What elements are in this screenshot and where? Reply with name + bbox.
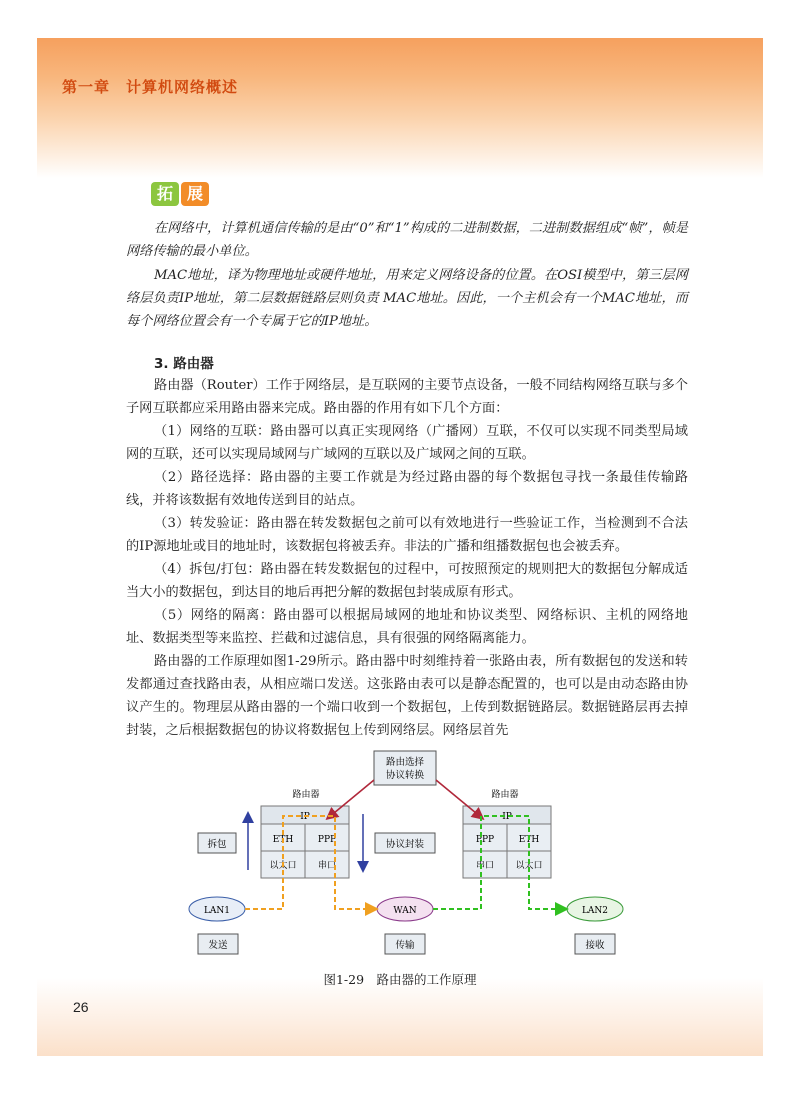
- extension-paragraph: MAC地址，译为物理地址或硬件地址，用来定义网络设备的位置。在OSI模型中，第三层网络层负责IP地址，第二层数据链路层则负责 MAC地址。因此，一个主机会有一个MAC地址，而每个网络位置会有一个专属于它的IP地址。: [126, 268, 688, 329]
- ip-label: IP: [502, 812, 512, 822]
- serial-port-label: 串口: [317, 861, 337, 871]
- body-paragraph: （1）网络的互联：路由器可以真正实现网络（广播网）互联，不仅可以实现不同类型局域网的互联，还可以实现局域网与广域网的互联以及广域网之间的互联。: [126, 424, 688, 462]
- section-heading: 3. 路由器: [154, 356, 214, 372]
- body-paragraph: （2）路径选择：路由器的主要工作就是为经过路由器的每个数据包寻找一条最佳传输路线，并将该数据有效地传送到目的站点。: [126, 470, 688, 508]
- ethernet-port-label: 以太口: [269, 861, 297, 871]
- extension-badge: [151, 182, 209, 206]
- router-right-label: 路由器: [491, 790, 519, 800]
- body-paragraph: 路由器的工作原理如图1-29所示。路由器中时刻维持着一张路由表，所有数据包的发送和转发都通过查找路由表，从相应端口发送。这张路由表可以是静态配置的，也可以是由动态路由协议产生的。物理层从路由器的一个端口收到一个数据包，上传到数据链路层。数据链路层再去掉封装，之后根据数据包的协议将数据包上传到网络层。网络层首先: [126, 654, 688, 738]
- badge-char-1: 拓: [151, 182, 179, 206]
- eth-label: ETH: [272, 835, 294, 845]
- extension-paragraph: 在网络中，计算机通信传输的是由“0”和“1”构成的二进制数据，二进制数据组成“帧”，帧是网络传输的最小单位。: [126, 221, 688, 259]
- ppp-label: PPP: [317, 835, 337, 845]
- body-paragraph: （5）网络的隔离：路由器可以根据局域网的地址和协议类型、网络标识、主机的网络地址、数据类型等来监控、拦截和过滤信息，具有很强的网络隔离能力。: [126, 608, 688, 646]
- page-number: 26: [73, 999, 89, 1015]
- router-left-label: 路由器: [292, 790, 320, 800]
- routing-arrow-left: [328, 780, 374, 818]
- body-paragraph: （4）拆包/打包：路由器在转发数据包的过程中，可按照预定的规则把大的数据包分解成适当大小的数据包，到达目的地后再把分解的数据包封装成原有形式。: [126, 562, 688, 600]
- unpack-label: 拆包: [207, 839, 227, 850]
- router-diagram: [185, 750, 625, 965]
- chapter-title: 第一章 计算机网络概述: [62, 78, 239, 96]
- router-right: [463, 806, 551, 878]
- lan1-label: LAN1: [203, 906, 231, 916]
- routing-box-line-1: 路由选择: [385, 757, 425, 768]
- transmit-label: 传输: [395, 940, 415, 951]
- routing-box-line-2: 协议转换: [385, 770, 425, 781]
- figure-caption: 图1-29 路由器的工作原理: [323, 972, 477, 987]
- body-paragraph: 路由器（Router）工作于网络层，是互联网的主要节点设备，一般不同结构网络互联与多个子网互联都应采用路由器来完成。路由器的作用有如下几个方面：: [126, 378, 688, 416]
- ethernet-port-label: 以太口: [515, 861, 543, 871]
- wan-label: WAN: [393, 906, 417, 916]
- ppp-label: PPP: [475, 835, 495, 845]
- eth-label: ETH: [518, 835, 540, 845]
- badge-char-2: 展: [181, 182, 209, 206]
- body-paragraph: （3）转发验证：路由器在转发数据包之前可以有效地进行一些验证工作，当检测到不合法的IP源地址或目的地址时，该数据包将被丢弃。非法的广播和组播数据包也会被丢弃。: [126, 516, 688, 554]
- ip-label: IP: [300, 812, 310, 822]
- encapsulate-label: 协议封装: [385, 839, 425, 850]
- serial-port-label: 串口: [475, 861, 495, 871]
- routing-arrow-right: [436, 780, 482, 818]
- receive-label: 接收: [585, 940, 605, 951]
- send-label: 发送: [208, 940, 228, 951]
- lan2-label: LAN2: [581, 906, 609, 916]
